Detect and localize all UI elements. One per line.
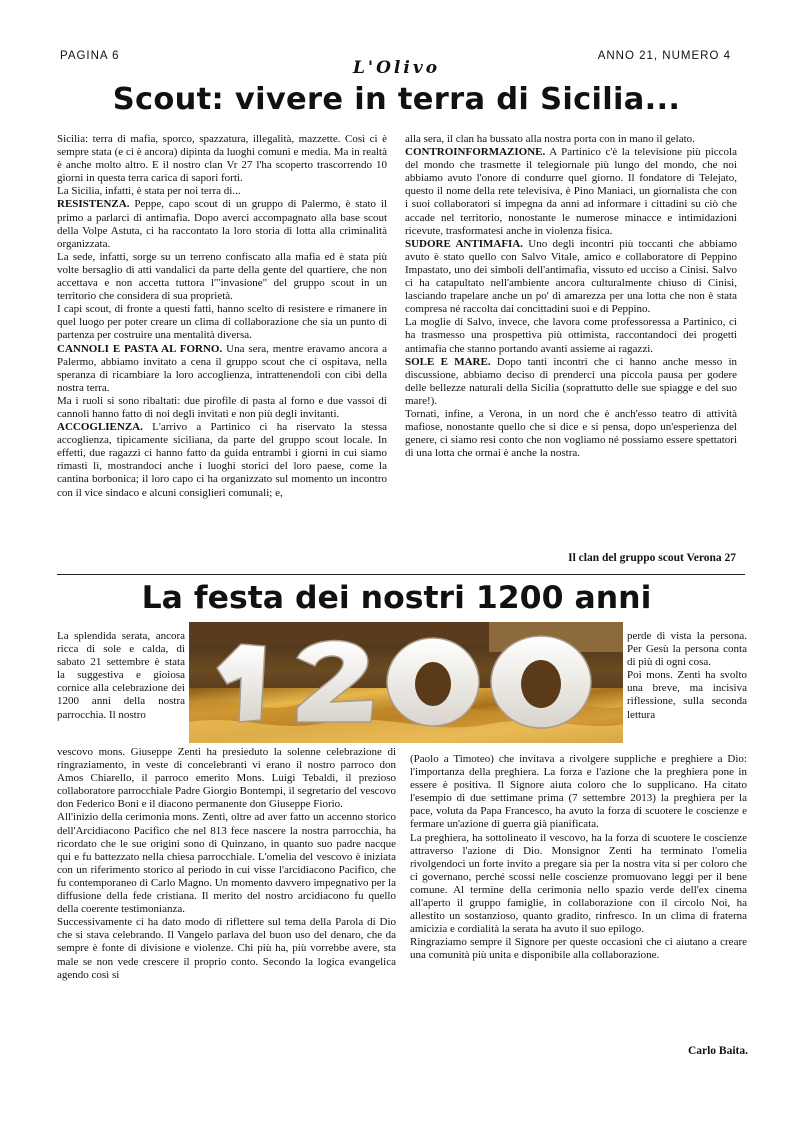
- paragraph: Poi mons. Zenti ha svolto una breve, ma incisiva riflessione, sulla seconda lettura: [627, 669, 747, 721]
- article1-column-left: [57, 133, 387, 500]
- paragraph: [405, 316, 737, 355]
- paragraph-heading: ACCOGLIENZA.: [57, 421, 143, 434]
- article2-signature: Carlo Baita.: [687, 1045, 748, 1057]
- paragraph: Successivamente ci ha dato modo di riflettere sul tema della Parola di Dio che si stava celebrando. Il Vangelo parlava del buon uso del denaro, che da sempre è fonte di divisione e violenze. Chi più ha, più vorrebbe avere, sta male se non vede crescere il proprio conto. Secondo la logica evangelica agendo così si: [57, 916, 396, 981]
- paragraph: perde di vista la persona. Per Gesù la persona conta di più di ogni cosa.: [627, 630, 747, 669]
- page-number: PAGINA 6: [60, 50, 120, 62]
- paragraph: [57, 133, 387, 185]
- masthead-logo: L'Olivo: [352, 58, 441, 78]
- paragraph-text: I capi scout, di fronte a questi fatti, hanno scelto di resistere e rimanere in quel luogo per poter creare un clima di collaborazione che sia un punto di partenza per costruire una mentalità diversa.: [57, 303, 387, 342]
- paragraph: [57, 185, 387, 198]
- paragraph-text: alla sera, il clan ha bussato alla nostra porta con in mano il gelato.: [405, 133, 695, 145]
- paragraph: [405, 133, 737, 146]
- paragraph-text: La sede, infatti, sorge su un terreno confiscato alla mafia ed è stata più volte bersaglio di atti vandalici da parte della gente del quartiere, che non accettava e non accetta tuttora l'"invasione" del gruppo scout in un territorio che considera di sua proprietà.: [57, 250, 387, 303]
- paragraph: Ringraziamo sempre il Signore per queste occasioni che ci aiutano a creare una comunità più unita e disponibile alla collaborazione.: [410, 936, 747, 962]
- article1-signature: Il clan del gruppo scout Verona 27: [568, 552, 736, 564]
- paragraph-text: Ma i ruoli si sono ribaltati: due pirofile di pasta al forno e due vassoi di cannoli hanno fatto di noi degli invitati e non più degli invitanti.: [57, 394, 387, 420]
- paragraph: [57, 251, 387, 303]
- section-divider: [57, 574, 745, 575]
- paragraph: [405, 238, 737, 317]
- paragraph: [57, 421, 387, 500]
- paragraph: [405, 408, 737, 460]
- paragraph: (Paolo a Timoteo) che invitava a rivolgere suppliche e preghiere a Dio: l'importanza della preghiera. La forza e l'azione che la preghiera pone in essere è positiva. Il Signore aiuta coloro che lo supplicano. Ha citato l'esempio di due settimane prima (7 settembre 2013) la preghiera per la pace, voluta da Papa Francesco, ha avuto la forza di scuotere le coscienze e fermare un'azione di guerra già pianificata.: [410, 753, 747, 831]
- article-title-scout: Scout: vivere in terra di Sicilia...: [112, 82, 681, 117]
- paragraph: [57, 198, 387, 250]
- paragraph: La preghiera, ha sottolineato il vescovo, ha la forza di scuotere le coscienze attraverso l'azione di Dio. Monsignor Zenti ha terminato l'omelia rivolgendoci un forte invito a pregare sia per la nostra vita si per coloro che ci governano, perché scossi nelle coscienze promuovano leggi per il bene comune. Al termine della cerimonia nello spazio verde dell'ex cinema all'aperto il gruppo famiglie, in collaborazione con il circolo Noi, ha allestito un sostanzioso, quanto gradito, rinfresco. In un clima di fraterna amicizia e cordialità la serata ha avuto il suo epilogo.: [410, 831, 747, 936]
- article2-intro-right: [627, 630, 747, 722]
- paragraph-text: La moglie di Salvo, invece, che lavora come professoressa a Partinico, ci ha trasmesso una prospettiva più ottimista, raccontandoci dei progetti antimafia che stanno portando avanti assieme ai ragazzi.: [405, 316, 737, 355]
- paragraph-heading: CONTROINFORMAZIONE.: [405, 146, 546, 159]
- paragraph-text: Peppe, capo scout di un gruppo di Palermo, è stato il primo a parlarci di antimafia. Dopo averci accompagnato alla base scout della Volpe Astuta, ci ha raccontato la loro storia di lotta alla criminalità organizzata.: [57, 198, 388, 250]
- paragraph: [57, 303, 387, 342]
- paragraph-text: Dopo tanti incontri che ci hanno anche messo in discussione, abbiamo deciso di prenderci una piccola pausa per godere delle bellezze naturali della Sicilia (soprattutto delle sue spiagge e del suo mare!).: [405, 355, 738, 407]
- article2-column-right: [410, 753, 747, 963]
- paragraph: All'inizio della cerimonia mons. Zenti, oltre ad aver fatto un accenno storico dell'Arcidiacono Pacifico che nel 813 fece nascere la nostra parrocchia, ha ricordato che le sue origini sono di Quinzano, in quanto suo padre nacque qui e fu battezzato nella chiesa parrocchiale. L'omelia del vescovo è iniziata con un riferimento storico al periodo in cui visse l'arcidiacono Pacifico, che fu contemporaneo di Carlo Magno. Un momento davvero impegnativo per la diffusione della fede cristiana. Il merito del nostro arcidiacono fu quello della coerente testimonianza.: [57, 811, 396, 916]
- paragraph-text: La Sicilia, infatti, è stata per noi terra di...: [57, 185, 241, 198]
- paragraph-text: Uno degli incontri più toccanti che abbiamo avuto è stato quello con Salvo Vitale, amico e collaboratore di Peppino Impastato, uno dei simboli dell'antimafia, vissuto ed ucciso a Cinisi. Salvo ci ha catapultato nell'ambiente ancora culturalmente chiuso di Cinisi, lasciando trapelare anche un po' di amarezza per una lotta che non è stata compresa né raccolta dai concittadini suoi e di Peppino.: [405, 237, 738, 316]
- paragraph: [405, 356, 737, 408]
- paragraph-text: Una sera, mentre eravamo ancora a Palermo, abbiamo invitato a cena il gruppo scout che ci ospitava, nella speranza di ricambiare la loro accoglienza, intrattenendoli con cibi della nostra terra.: [57, 342, 388, 394]
- paragraph-text: Sicilia: terra di mafia, sporco, spazzatura, illegalità, mazzette. Così ci è sempre stata (e ci è ancora) dipinta da luoghi comuni e media. Ma in realtà è anche molto altro. E il nostro clan Vr 27 l'ha scoperto trascorrendo 10 giorni in questa terra carica di sapori forti.: [57, 133, 387, 185]
- paragraph-text: L'arrivo a Partinico ci ha riservato la stessa accoglienza, tipicamente siciliana, da parte del gruppo scout locale. In effetti, due ragazzi ci hanno fatto da guida entrambi i giorni in cui siamo rimasti lì, mostrandoci anche i luoghi storici del loro paese, come la cantina borbonica; il loro capo ci ha organizzato sul momento un incontro con il vice sindaco e alcuni consiglieri comunali; e,: [57, 421, 388, 499]
- issue-number: ANNO 21, NUMERO 4: [597, 50, 731, 62]
- article1-column-right: [405, 133, 737, 460]
- paragraph-heading: CANNOLI E PASTA AL FORNO.: [57, 342, 223, 355]
- paragraph: vescovo mons. Giuseppe Zenti ha presieduto la solenne celebrazione di ringraziamento, in veste di concelebranti vi erano il nostro parroco don Amos Chiarello, il parroco emerito Mons. Luigi Tebaldi, il prezioso collaboratore parrocchiale Padre Giorgio Bontempi, il segretario del vescovo don Federico Boni e il diacono permanente don Giuseppe Fiorio.: [57, 746, 396, 811]
- paragraph: [57, 395, 387, 421]
- paragraph-heading: SOLE E MARE.: [405, 355, 491, 368]
- article2-column-left: [57, 746, 396, 982]
- article2-intro-left: La splendida serata, ancora ricca di sole e calda, di sabato 21 settembre è stata la suggestiva e gioiosa cornice alla celebrazione dei 1200 anni della nostra parrocchia. Il nostro: [57, 630, 185, 721]
- paragraph-text: A Partinico c'è la televisione più piccola del mondo che trasmette il telegiornale più lungo del mondo, che noi abbiamo avuto l'onore di condurre quel giorno. Il fondatore di Telejato, questo il nome della rete televisiva, è Pino Maniaci, un giornalista che con i suoi collaboratori si impegna da anni ad informare i cittadini su ciò che accade nel territorio, nonostante le numerose minacce e intimidazioni ricevute, trasformatesi anche in violenza fisica.: [405, 146, 737, 237]
- paragraph-heading: RESISTENZA.: [57, 198, 130, 211]
- paragraph: [57, 343, 387, 395]
- paragraph: [405, 146, 737, 238]
- cake-photo: [189, 622, 623, 743]
- paragraph-heading: SUDORE ANTIMAFIA.: [405, 237, 524, 250]
- paragraph-text: Tornati, infine, a Verona, in un nord che è anch'esso teatro di attività mafiose, nonostante quello che si dice e si pensa, dopo un'esperienza del genere, ci siamo resi conto che non vogliamo né possiamo essere spettatori di una lotta che ormai è anche la nostra.: [405, 407, 737, 460]
- article-title-festa: La festa dei nostri 1200 anni: [141, 580, 652, 616]
